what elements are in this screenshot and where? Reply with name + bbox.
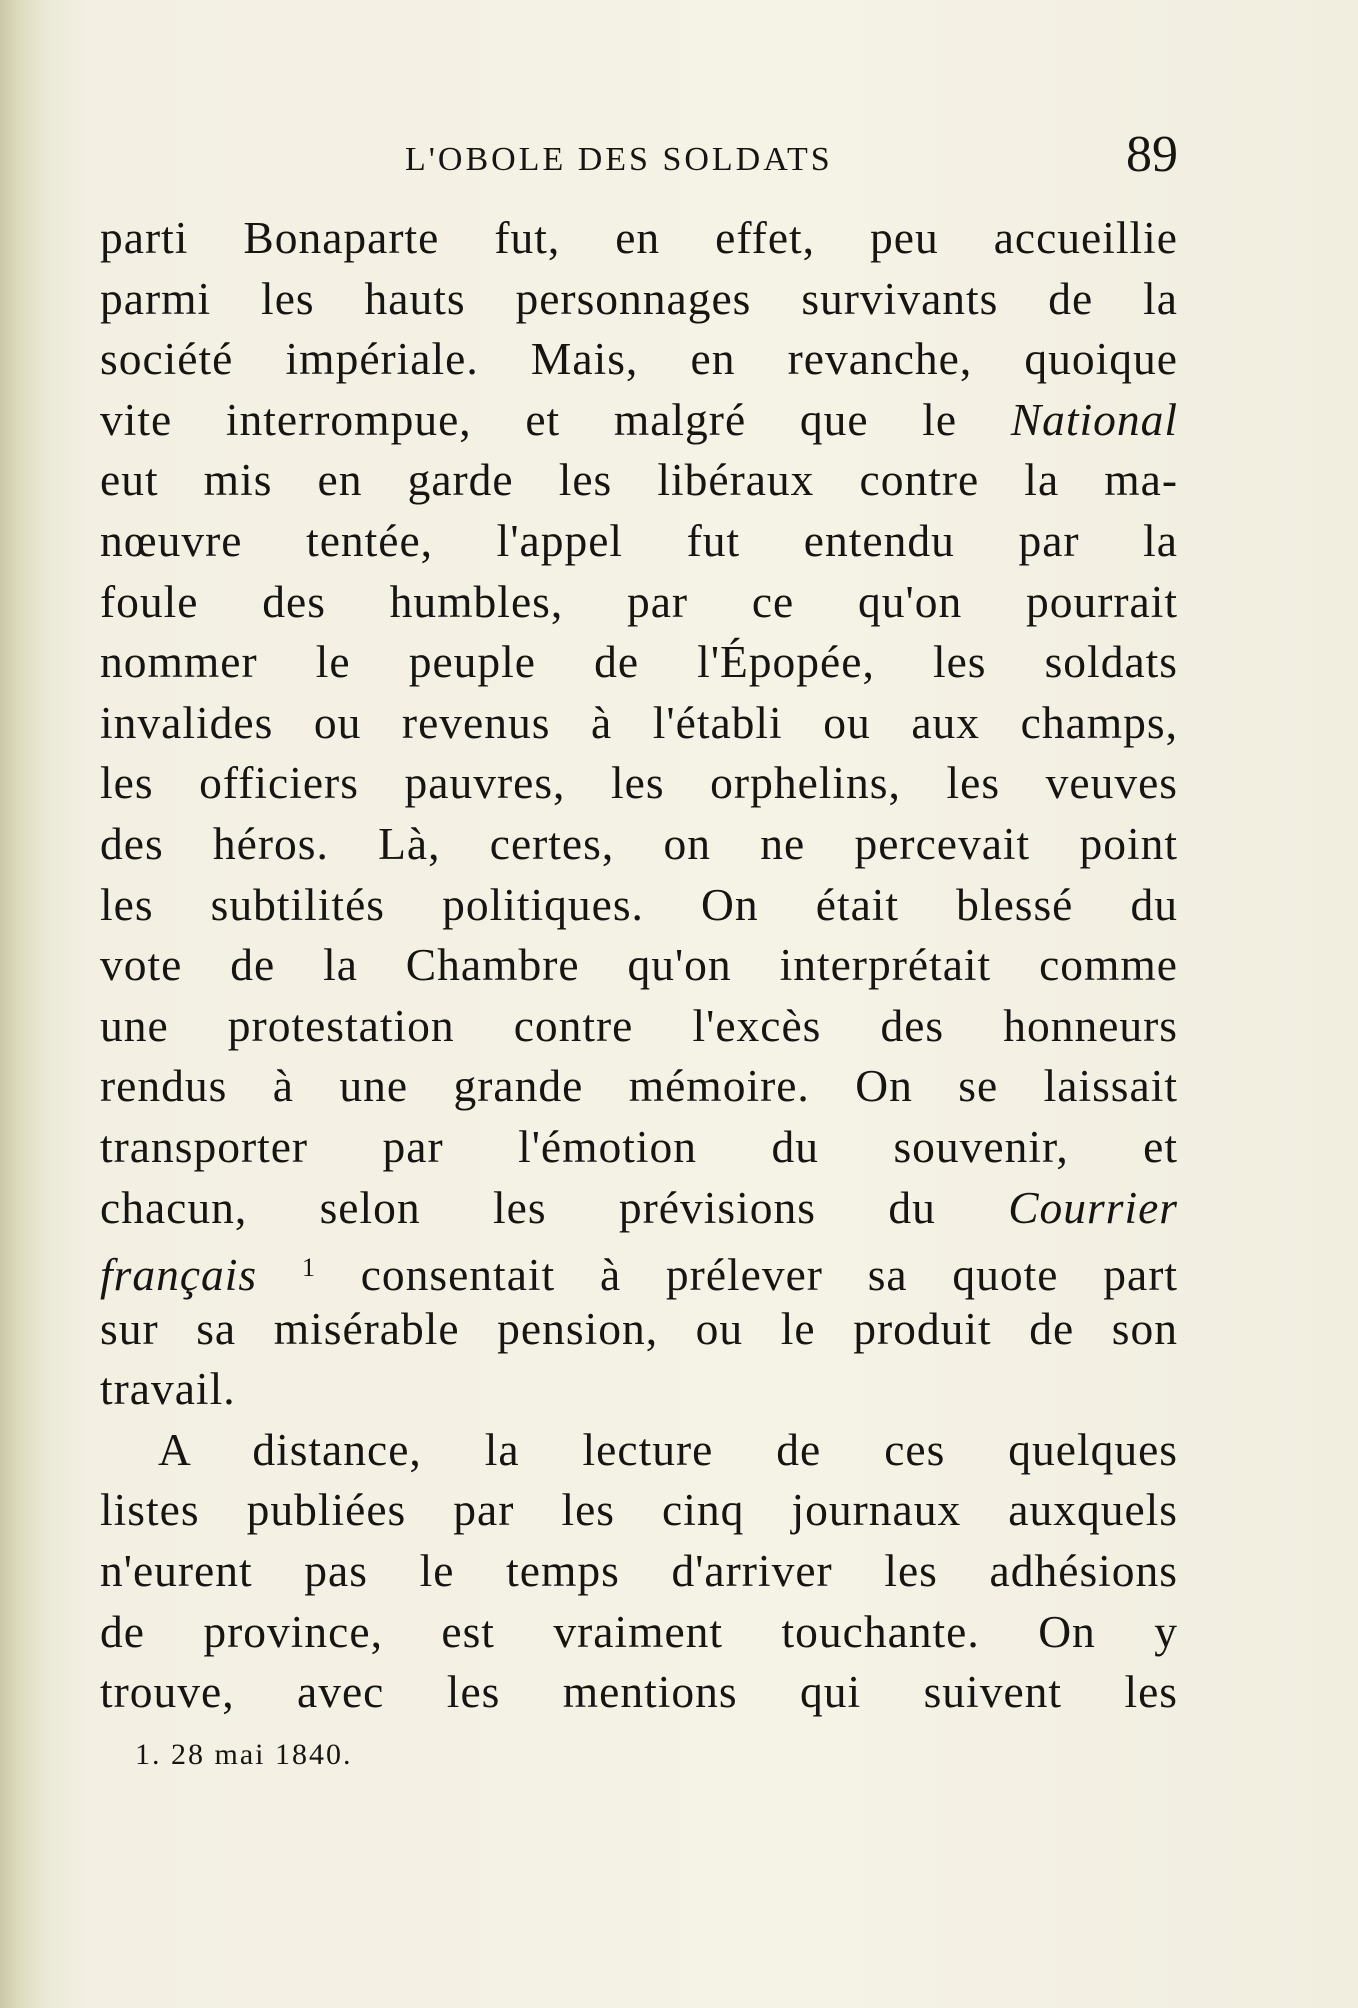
italic-title-francais: français bbox=[100, 1249, 258, 1301]
running-head bbox=[100, 126, 1178, 193]
text-fragment: vite interrompue, et malgré que le bbox=[100, 393, 1011, 445]
text-line: invalides ou revenus à l'établi ou aux champs, bbox=[100, 696, 1178, 748]
text-line: les officiers pauvres, les orphelins, les veuves bbox=[100, 757, 1178, 809]
text-line bbox=[100, 1178, 1178, 1239]
text-line: parmi les hauts personnages survivants de la bbox=[100, 272, 1178, 324]
footnote: 1. 28 mai 1840. bbox=[135, 1738, 353, 1771]
running-title: L'OBOLE DES SOLDATS bbox=[405, 141, 833, 178]
text-line: une protestation contre l'excès des honneurs bbox=[100, 999, 1178, 1051]
text-line: des héros. Là, certes, on ne percevait point bbox=[100, 817, 1178, 869]
text-line: travail. bbox=[100, 1363, 236, 1415]
text-line: trouve, avec les mentions qui suivent les bbox=[100, 1666, 1178, 1718]
text-line: sur sa misérable pension, ou le produit de son bbox=[100, 1302, 1178, 1354]
text-line: foule des humbles, par ce qu'on pourrait bbox=[100, 575, 1178, 627]
italic-title-national: National bbox=[1010, 393, 1178, 445]
text-line: nommer le peuple de l'Épopée, les soldats bbox=[100, 636, 1178, 688]
text-line: rendus à une grande mémoire. On se laissait bbox=[100, 1060, 1178, 1112]
text-line: eut mis en garde les libéraux contre la ma- bbox=[100, 454, 1178, 506]
text-line: nœuvre tentée, l'appel fut entendu par la bbox=[100, 514, 1178, 566]
text-line: A distance, la lecture de ces quelques bbox=[158, 1423, 1178, 1475]
text-line: listes publiées par les cinq journaux auxquels bbox=[100, 1484, 1178, 1536]
text-line bbox=[100, 1238, 1178, 1299]
text-line: les subtilités politiques. On était blessé du bbox=[100, 878, 1178, 930]
body-text bbox=[100, 208, 1178, 1723]
text-line: de province, est vraiment touchante. On y bbox=[100, 1605, 1178, 1657]
text-line: société impériale. Mais, en revanche, quoique bbox=[100, 333, 1178, 385]
text-line: n'eurent pas le temps d'arriver les adhésions bbox=[100, 1545, 1178, 1597]
text-line: vote de la Chambre qu'on interprétait comme bbox=[100, 939, 1178, 991]
text-line: parti Bonaparte fut, en effet, peu accueillie bbox=[100, 212, 1178, 263]
text-fragment: consentait à prélever sa quote part bbox=[315, 1249, 1179, 1301]
page-number: 89 bbox=[1126, 126, 1178, 183]
text-fragment: chacun, selon les prévisions du bbox=[100, 1181, 1009, 1233]
text-line bbox=[100, 390, 1178, 451]
footnote-ref: 1 bbox=[301, 1253, 316, 1283]
text-line: transporter par l'émotion du souvenir, et bbox=[100, 1120, 1178, 1172]
italic-title-courrier: Courrier bbox=[1008, 1181, 1178, 1233]
